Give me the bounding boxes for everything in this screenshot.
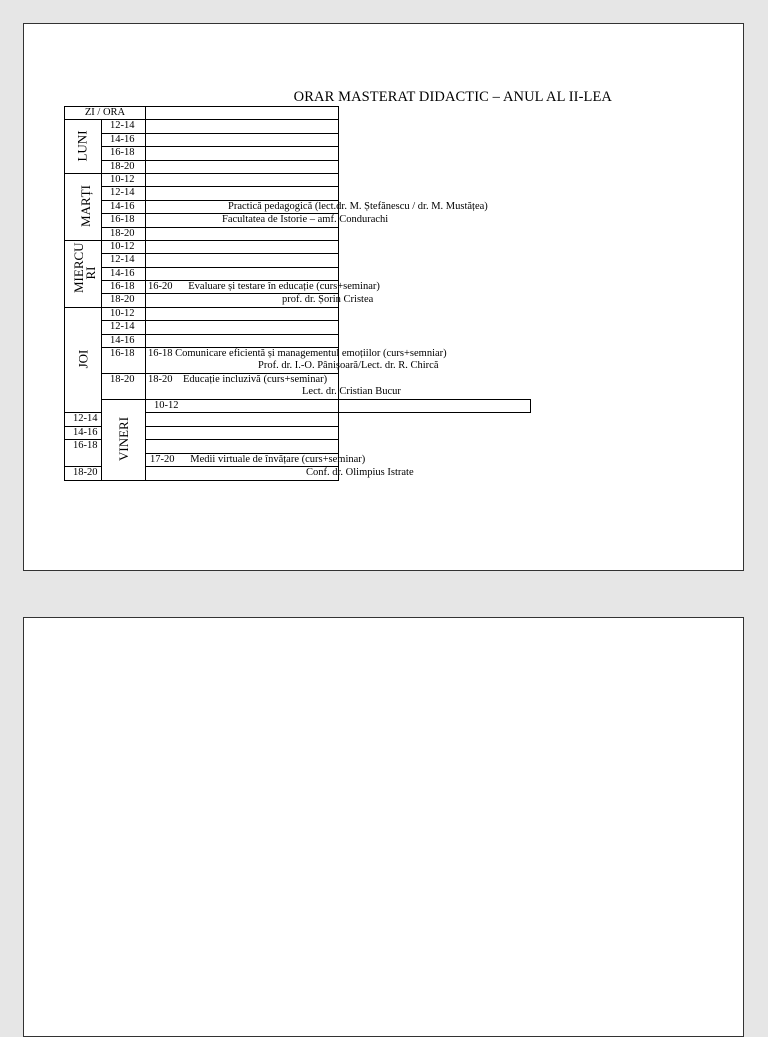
course-incluziva-prof: Lect. dr. Cristian Bucur — [302, 386, 401, 398]
hour-cell: 12-14 — [102, 321, 146, 334]
day-vineri: VINERI — [102, 400, 146, 481]
table-row — [65, 294, 531, 307]
hour-cell: 16-18 — [102, 214, 146, 227]
hour-cell: 16-18 — [102, 348, 146, 374]
table-row — [65, 200, 531, 213]
page-1 — [23, 23, 744, 571]
table-row — [65, 400, 531, 413]
hour-cell: 16-18 — [65, 440, 102, 467]
page-title: ORAR MASTERAT DIDACTIC – ANUL AL II-LEA — [293, 89, 612, 105]
table-row — [65, 281, 531, 294]
day-marti: MARȚI — [65, 173, 102, 240]
hour-cell: 12-14 — [102, 120, 146, 133]
course-comunicare-prof: Prof. dr. I.-O. Pânișoară/Lect. dr. R. Chircă — [258, 360, 439, 372]
table-row — [65, 160, 531, 173]
schedule-table — [64, 106, 531, 481]
hour-cell: 16-18 — [102, 281, 146, 294]
hour-cell: 18-20 — [102, 294, 146, 307]
hour-cell: 10-12 — [102, 240, 146, 253]
hour-cell: 16-18 — [102, 147, 146, 160]
hour-cell: 10-12 — [146, 400, 339, 413]
hour-cell: 12-14 — [102, 254, 146, 267]
course-incluziva — [146, 374, 401, 400]
table-row — [65, 307, 531, 320]
table-row — [65, 321, 531, 334]
hour-cell: 12-14 — [65, 413, 102, 426]
table-row — [65, 374, 531, 400]
hour-cell: 18-20 — [102, 160, 146, 173]
course-practica: Practică pedagogică (lect.dr. M. Ștefănescu / dr. M. Mustățea) — [146, 200, 339, 213]
day-miercuri: MIERCU RI — [65, 240, 102, 307]
hour-cell: 18-20 — [65, 467, 102, 480]
page-2 — [23, 617, 744, 1037]
hour-cell: 18-20 — [102, 227, 146, 240]
hour-cell: 14-16 — [65, 426, 102, 439]
hour-cell: 14-16 — [102, 334, 146, 347]
hour-cell: 14-16 — [102, 133, 146, 146]
table-row — [65, 334, 531, 347]
hour-cell: 14-16 — [102, 200, 146, 213]
course-comunicare-title: 16-18 Comunicare eficientă și managementul emoțiilor (curs+semniar) — [148, 348, 447, 360]
table-row — [65, 240, 531, 253]
course-evaluare-prof: prof. dr. Șorin Cristea — [146, 294, 339, 307]
hour-cell: 18-20 — [102, 374, 146, 400]
hour-cell: 10-12 — [102, 307, 146, 320]
table-row — [65, 227, 531, 240]
hour-cell: 12-14 — [102, 187, 146, 200]
table-row — [65, 214, 531, 227]
day-joi: JOI — [65, 307, 102, 413]
table-row — [65, 147, 531, 160]
hour-cell: 10-12 — [102, 173, 146, 186]
header-row — [65, 107, 531, 120]
course-medii-virtuale-prof: Conf. dr. Olimpius Istrate — [146, 467, 339, 480]
table-row — [65, 254, 531, 267]
day-luni: LUNI — [65, 120, 102, 174]
table-row — [65, 120, 531, 133]
table-row — [65, 133, 531, 146]
course-practica-location: Facultatea de Istorie – amf. Condurachi — [146, 214, 339, 227]
table-row — [65, 187, 531, 200]
hour-cell: 14-16 — [102, 267, 146, 280]
course-comunicare — [146, 348, 447, 374]
table-row — [65, 267, 531, 280]
course-incluziva-title: 18-20 Educație incluzivă (curs+seminar) — [148, 374, 328, 386]
table-row — [65, 173, 531, 186]
course-evaluare: 16-20 Evaluare și testare în educație (curs+seminar) — [146, 281, 339, 294]
table-row — [65, 348, 531, 374]
course-medii-virtuale: 17-20 Medii virtuale de învățare (curs+seminar) — [150, 454, 366, 466]
header-cell: ZI / ORA — [65, 107, 146, 120]
